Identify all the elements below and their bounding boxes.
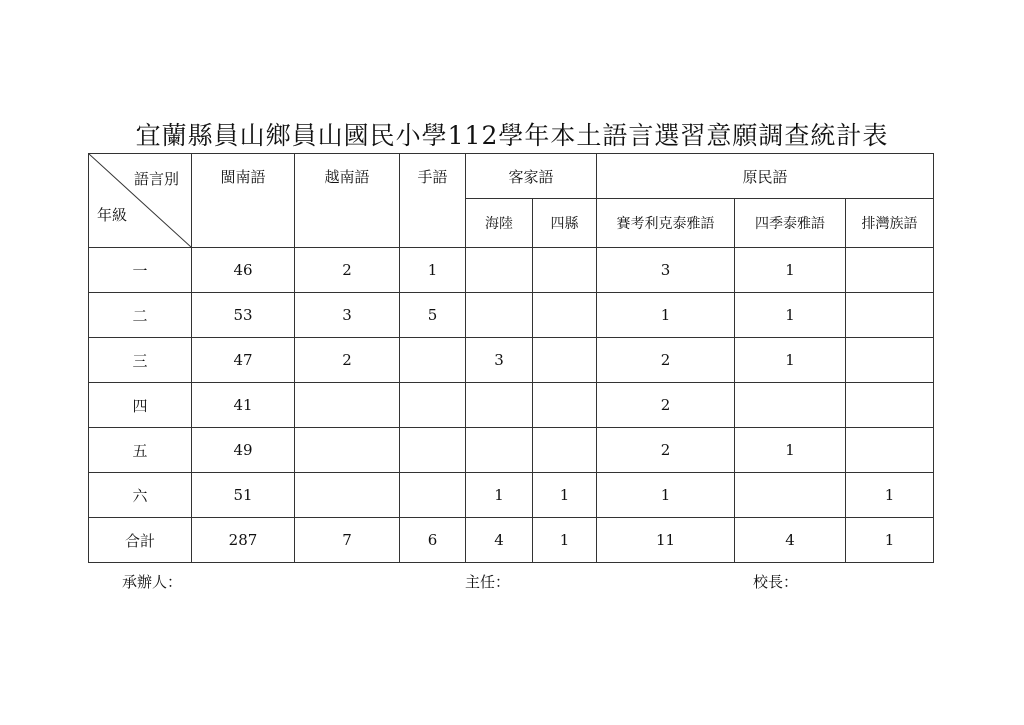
count-cell: 1 (735, 428, 846, 473)
table-row (89, 248, 934, 293)
survey-table (88, 153, 934, 563)
handler-label: 承辦人： (122, 573, 183, 591)
grade-cell: 合計 (89, 518, 192, 563)
count-cell (533, 293, 597, 338)
count-cell (533, 248, 597, 293)
col-indigenous: 原民語 (597, 154, 934, 199)
count-cell (295, 473, 400, 518)
count-cell (533, 383, 597, 428)
header-row-1 (89, 154, 934, 199)
corner-header (89, 154, 192, 248)
count-cell (295, 428, 400, 473)
count-cell: 2 (597, 428, 735, 473)
count-cell: 1 (735, 293, 846, 338)
table-row (89, 293, 934, 338)
col-paiwan: 排灣族語 (846, 199, 934, 248)
corner-grade-label: 年級 (97, 206, 128, 224)
col-seediq-atayal: 賽考利克泰雅語 (597, 199, 735, 248)
grade-cell: 五 (89, 428, 192, 473)
count-cell: 5 (400, 293, 466, 338)
count-cell: 47 (192, 338, 295, 383)
count-cell (846, 428, 934, 473)
count-cell (846, 338, 934, 383)
col-minnan: 閩南語 (192, 154, 295, 248)
col-hakka-sixian: 四縣 (533, 199, 597, 248)
count-cell: 2 (295, 338, 400, 383)
count-cell (400, 383, 466, 428)
count-cell: 3 (466, 338, 533, 383)
count-cell (466, 383, 533, 428)
count-cell: 2 (597, 338, 735, 383)
grade-cell: 四 (89, 383, 192, 428)
count-cell (400, 428, 466, 473)
corner-language-label: 語言別 (133, 170, 179, 188)
count-cell: 41 (192, 383, 295, 428)
count-cell (846, 248, 934, 293)
table-row (89, 428, 934, 473)
count-cell: 1 (846, 473, 934, 518)
count-cell (846, 383, 934, 428)
count-cell: 1 (466, 473, 533, 518)
count-cell: 1 (846, 518, 934, 563)
count-cell: 287 (192, 518, 295, 563)
count-cell: 46 (192, 248, 295, 293)
table-row (89, 473, 934, 518)
grade-cell: 二 (89, 293, 192, 338)
count-cell: 1 (533, 473, 597, 518)
count-cell: 2 (597, 383, 735, 428)
col-hakka: 客家語 (466, 154, 597, 199)
count-cell: 1 (597, 473, 735, 518)
director-label: 主任： (465, 573, 511, 591)
count-cell (466, 428, 533, 473)
count-cell (400, 338, 466, 383)
count-cell: 1 (400, 248, 466, 293)
grade-cell: 三 (89, 338, 192, 383)
col-vietnamese: 越南語 (295, 154, 400, 248)
table-row (89, 383, 934, 428)
col-hakka-hailu: 海陸 (466, 199, 533, 248)
count-cell (295, 383, 400, 428)
count-cell (533, 428, 597, 473)
col-squliq-atayal: 四季泰雅語 (735, 199, 846, 248)
table-row (89, 518, 934, 563)
table-body (89, 248, 934, 563)
count-cell (735, 473, 846, 518)
count-cell: 11 (597, 518, 735, 563)
count-cell: 53 (192, 293, 295, 338)
count-cell: 1 (735, 248, 846, 293)
count-cell (466, 248, 533, 293)
count-cell: 49 (192, 428, 295, 473)
grade-cell: 一 (89, 248, 192, 293)
count-cell (466, 293, 533, 338)
count-cell: 4 (466, 518, 533, 563)
count-cell: 3 (295, 293, 400, 338)
count-cell: 1 (597, 293, 735, 338)
count-cell: 1 (735, 338, 846, 383)
principal-label: 校長： (753, 573, 799, 591)
count-cell: 4 (735, 518, 846, 563)
count-cell: 6 (400, 518, 466, 563)
count-cell (735, 383, 846, 428)
count-cell: 3 (597, 248, 735, 293)
count-cell: 2 (295, 248, 400, 293)
count-cell (533, 338, 597, 383)
page-title: 宜蘭縣員山鄉員山國民小學112學年本土語言選習意願調查統計表 (135, 121, 889, 150)
table-row (89, 338, 934, 383)
count-cell (400, 473, 466, 518)
count-cell (846, 293, 934, 338)
grade-cell: 六 (89, 473, 192, 518)
col-sign: 手語 (400, 154, 466, 248)
count-cell: 1 (533, 518, 597, 563)
count-cell: 7 (295, 518, 400, 563)
count-cell: 51 (192, 473, 295, 518)
